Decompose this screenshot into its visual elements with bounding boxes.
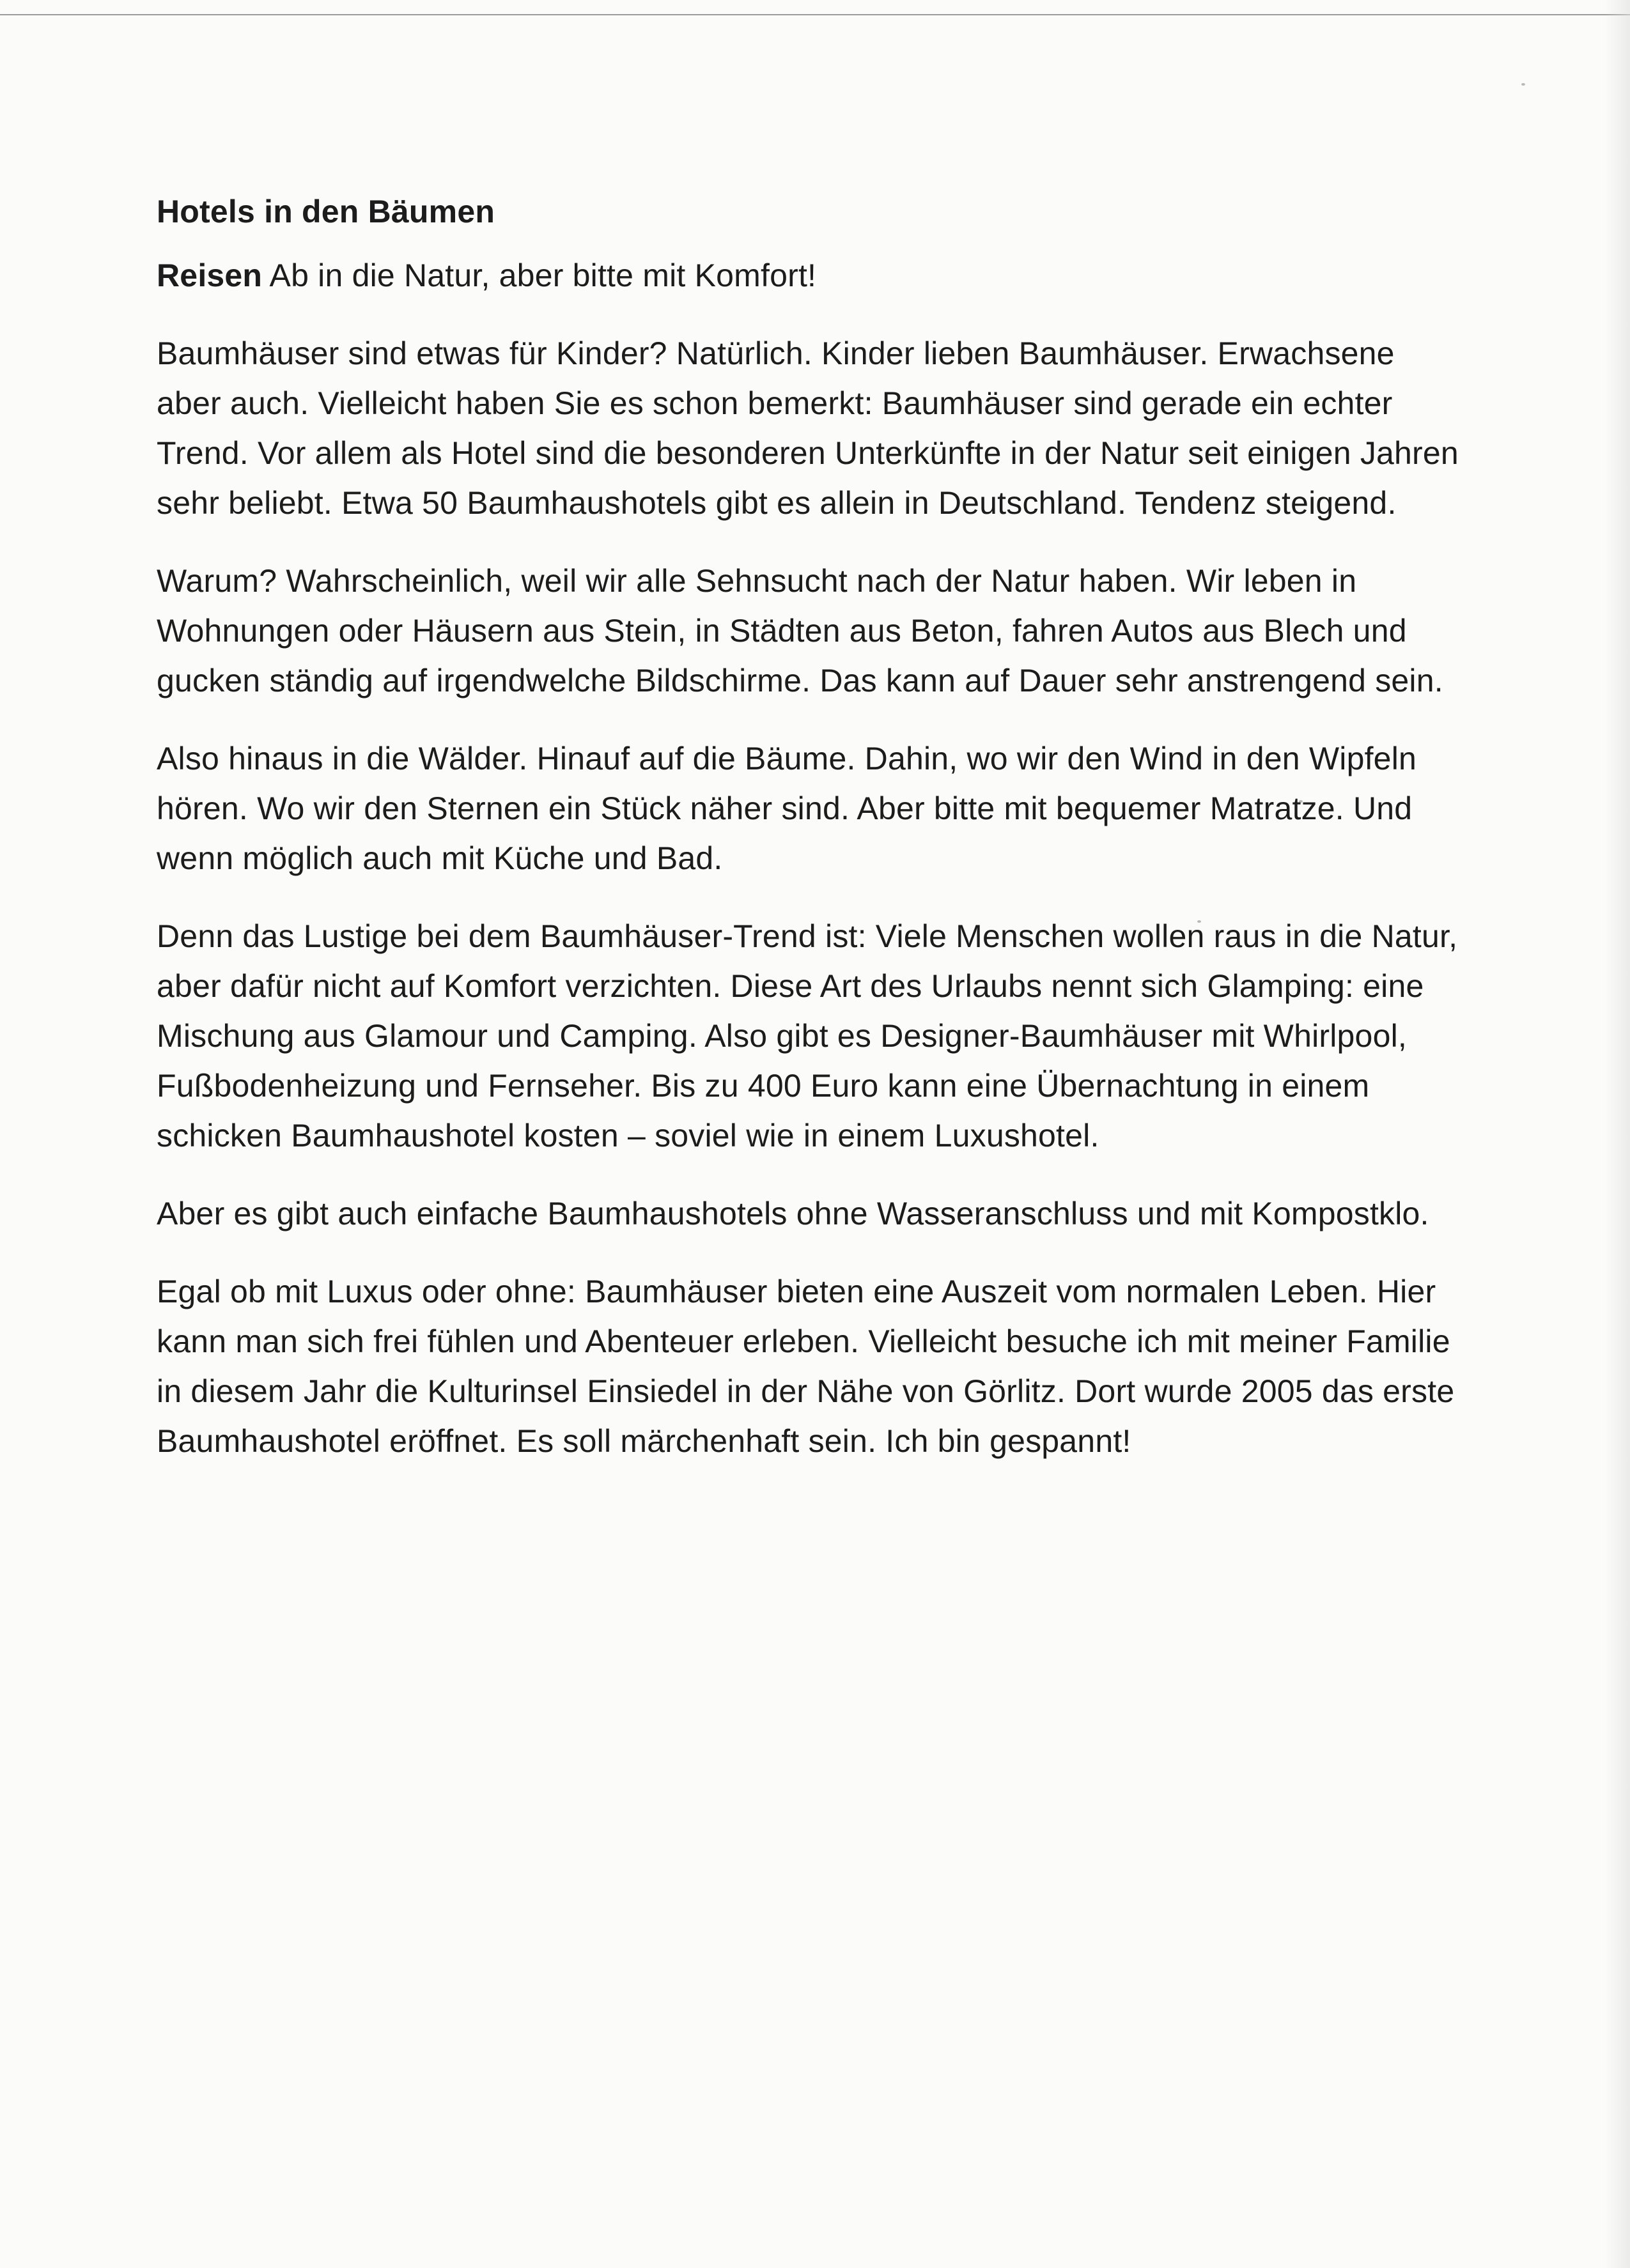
paragraph: Denn das Lustige bei dem Baumhäuser-Trend ist: Viele Menschen wollen raus in die Natur, aber dafür nicht auf Komfort verzichten. Diese Art des Urlaubs nennt sich Glamping: eine Mischung aus Glamour und Camping. Also gibt es Designer-Baumhäuser mit Whirlpool, Fußbodenheizung und Fernseher. Bis zu 400 Euro kann eine Übernachtung in einem schicken Baumhaushotel kosten – soviel wie in einem Luxushotel.	[157, 918, 1458, 1153]
article-lead-text: Ab in die Natur, aber bitte mit Komfort!	[269, 258, 817, 293]
article-kicker: Reisen	[157, 258, 263, 293]
paragraph: Aber es gibt auch einfache Baumhaushotels ohne Wasseranschluss und mit Kompostklo.	[157, 1196, 1429, 1231]
paragraph: Warum? Wahrscheinlich, weil wir alle Sehnsucht nach der Natur haben. Wir leben in Wohnungen oder Häusern aus Stein, in Städten aus Beton, fahren Autos aus Blech und gucken ständig auf irgendwelche Bildschirme. Das kann auf Dauer sehr anstrengend sein.	[157, 563, 1443, 698]
scan-speck	[1521, 83, 1525, 86]
scan-right-edge	[1604, 0, 1630, 2268]
article	[157, 187, 1461, 1494]
article-title: Hotels in den Bäumen	[157, 194, 495, 229]
scan-border-line	[0, 14, 1630, 15]
paragraph: Also hinaus in die Wälder. Hinauf auf die Bäume. Dahin, wo wir den Wind in den Wipfeln hören. Wo wir den Sternen ein Stück näher sind. Aber bitte mit bequemer Matratze. Und wenn möglich auch mit Küche und Bad.	[157, 741, 1417, 876]
paragraph: Baumhäuser sind etwas für Kinder? Natürlich. Kinder lieben Baumhäuser. Erwachsene aber auch. Vielleicht haben Sie es schon bemerkt: Baumhäuser sind gerade ein echter Trend. Vor allem als Hotel sind die besonderen Unterkünfte in der Natur seit einigen Jahren sehr beliebt. Etwa 50 Baumhaushotels gibt es allein in Deutschland. Tendenz steigend.	[157, 336, 1459, 521]
paragraph: Egal ob mit Luxus oder ohne: Baumhäuser bieten eine Auszeit vom normalen Leben. Hier kann man sich frei fühlen und Abenteuer erleben. Vielleicht besuche ich mit meiner Familie in diesem Jahr die Kulturinsel Einsiedel in der Nähe von Görlitz. Dort wurde 2005 das erste Baumhaushotel eröffnet. Es soll märchenhaft sein. Ich bin gespannt!	[157, 1274, 1455, 1459]
article-lead	[157, 251, 1461, 300]
